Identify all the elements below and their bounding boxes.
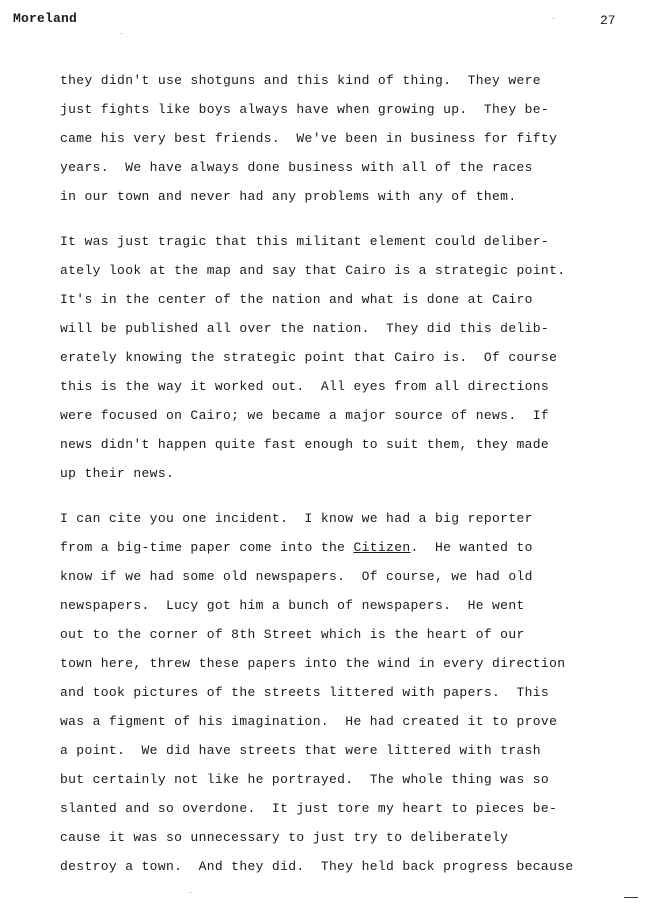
text-line-with-title [60,533,620,562]
text-line: but certainly not like he portrayed. The whole thing was so [60,772,550,787]
text-line: ately look at the map and say that Cairo is a strategic point. [60,263,566,278]
newspaper-title: Citizen [353,540,411,555]
text-line: It's in the center of the nation and what is done at Cairo [60,292,533,307]
text-line: out to the corner of 8th Street which is the heart of our [60,627,525,642]
text-line: I can cite you one incident. I know we had a big reporter [60,511,533,526]
body-text [60,66,620,881]
paragraph-gap [60,488,620,504]
paragraph-1 [60,66,620,211]
text-line: town here, threw these papers into the wind in every direction [60,656,566,671]
text-line: in our town and never had any problems with any of them. [60,189,517,204]
scan-speck [553,18,554,19]
scan-speck [190,892,191,893]
text-fragment: . He wanted to [410,540,533,555]
paragraph-3 [60,504,620,881]
text-line: will be published all over the nation. They did this delib- [60,321,550,336]
text-line: came his very best friends. We've been in business for fifty [60,131,558,146]
text-line: was a figment of his imagination. He had created it to prove [60,714,558,729]
text-line: up their news. [60,466,175,481]
text-line: It was just tragic that this militant element could deliber- [60,234,550,249]
header-name: Moreland [13,11,78,26]
margin-mark [624,897,638,898]
paragraph-2 [60,227,620,488]
text-line: years. We have always done business with all of the races [60,160,533,175]
text-line: this is the way it worked out. All eyes from all directions [60,379,550,394]
text-line: newspapers. Lucy got him a bunch of newspapers. He went [60,598,525,613]
page-number: 27 [600,13,616,28]
text-line: erately knowing the strategic point that Cairo is. Of course [60,350,558,365]
paragraph-gap [60,211,620,227]
scan-speck [121,33,122,34]
text-line: a point. We did have streets that were littered with trash [60,743,541,758]
text-line: they didn't use shotguns and this kind of thing. They were [60,73,541,88]
text-line: news didn't happen quite fast enough to suit them, they made [60,437,550,452]
text-line: just fights like boys always have when growing up. They be- [60,102,550,117]
text-line: were focused on Cairo; we became a major source of news. If [60,408,550,423]
text-fragment: from a big-time paper come into the [60,540,354,555]
text-line: cause it was so unnecessary to just try to deliberately [60,830,509,845]
text-line: know if we had some old newspapers. Of course, we had old [60,569,533,584]
text-line: and took pictures of the streets littered with papers. This [60,685,550,700]
text-line: slanted and so overdone. It just tore my heart to pieces be- [60,801,558,816]
text-line: destroy a town. And they did. They held back progress because [60,859,574,874]
